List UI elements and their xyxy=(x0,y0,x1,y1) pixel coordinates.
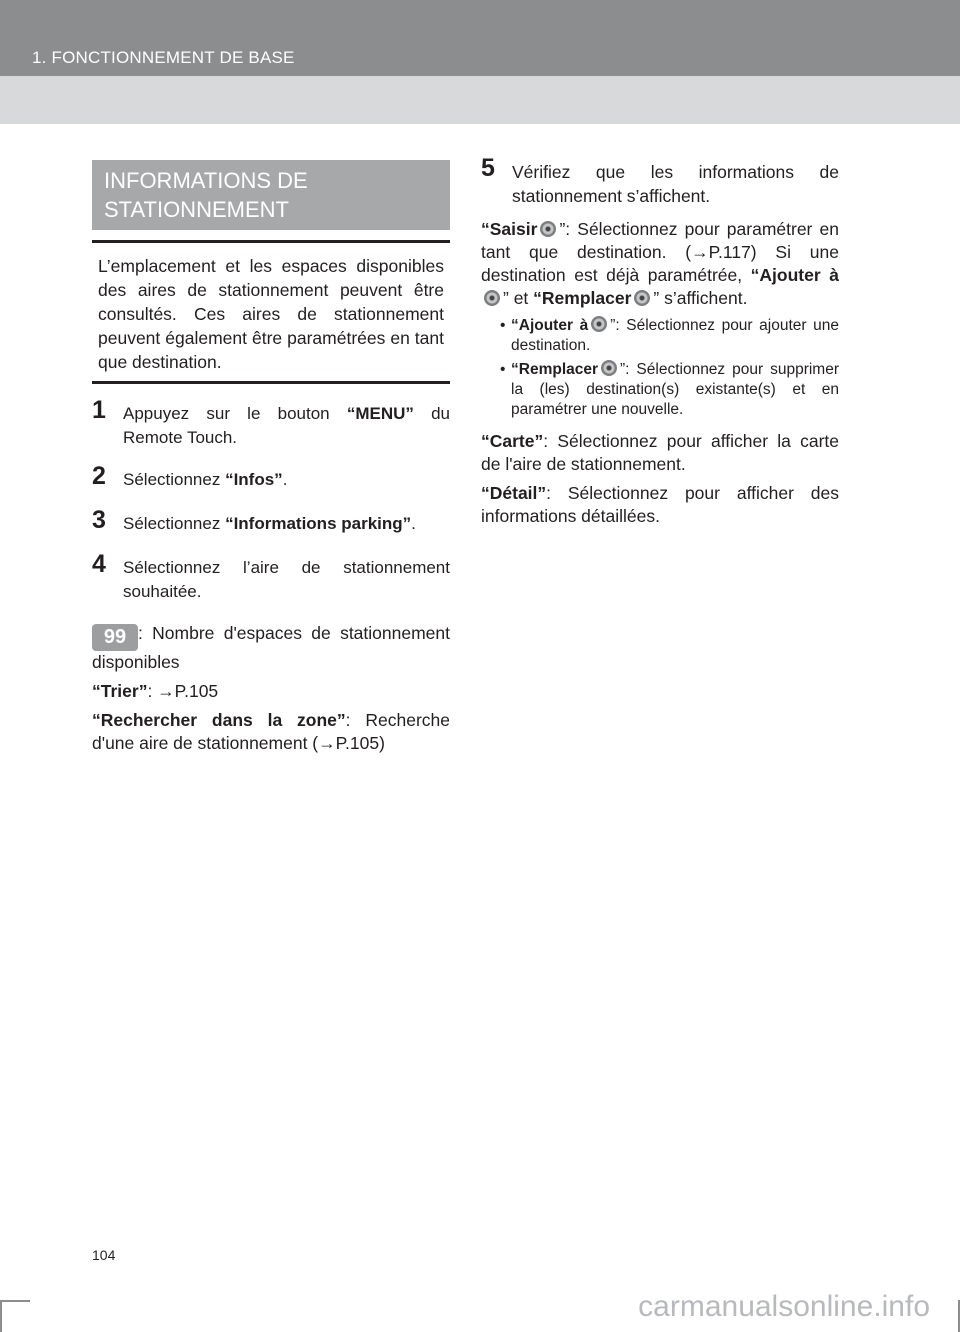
sub1-text: ”: Sélectionnez pour ajouter une destination. xyxy=(511,317,839,354)
destination-icon xyxy=(591,316,607,332)
step-number: 3 xyxy=(92,506,106,534)
detail-label: “Détail” xyxy=(481,483,547,503)
left-column xyxy=(92,160,450,755)
saisir-label: “Saisir xyxy=(481,219,538,239)
sub-item-remplacer xyxy=(481,360,839,420)
page-number: 104 xyxy=(92,1247,116,1263)
carte-label: “Carte” xyxy=(481,431,544,451)
right-column xyxy=(481,154,839,528)
watermark: carmanualsonline.info xyxy=(638,1290,930,1323)
intro-text: L’emplacement et les espaces disponibles des aires de stationnement peuvent être consultés. Ces aires de stationnement peuvent également être paramétrées en tant que destination. xyxy=(92,240,450,384)
affichent-text: ” s’affichent. xyxy=(653,288,748,308)
step-number: 5 xyxy=(481,154,495,182)
detail-text: : Sélectionnez pour afficher des informations détaillées. xyxy=(481,483,839,526)
step-number: 1 xyxy=(92,396,106,424)
step-bold: “Informations parking” xyxy=(225,514,412,533)
search-label: “Rechercher dans la zone” xyxy=(92,710,346,730)
step-4 xyxy=(92,550,450,604)
heading-line-1: INFORMATIONS DE xyxy=(104,168,308,193)
step-text: Sélectionnez xyxy=(123,470,226,489)
saisir-note xyxy=(481,218,839,310)
spaces-note xyxy=(92,622,450,674)
crop-mark xyxy=(0,1300,2,1332)
step-5 xyxy=(481,154,839,208)
step-1 xyxy=(92,396,450,450)
step-text: Appuyez sur le bouton xyxy=(123,404,347,423)
destination-icon xyxy=(634,290,650,306)
step-2 xyxy=(92,462,450,492)
destination-icon xyxy=(601,360,617,376)
carte-text: : Sélectionnez pour afficher la carte de l'aire de stationnement. xyxy=(481,431,839,474)
step-number: 4 xyxy=(92,550,106,578)
sub2-label: “Remplacer xyxy=(511,361,599,378)
trier-label: “Trier” xyxy=(92,681,148,701)
header-subband xyxy=(0,76,960,124)
step-3 xyxy=(92,506,450,536)
crop-mark xyxy=(0,1300,30,1302)
step-text-end: du Remote Touch. xyxy=(123,404,450,447)
remplacer-label: “Remplacer xyxy=(533,288,632,308)
sub-item-ajouter xyxy=(481,316,839,356)
step-number: 2 xyxy=(92,462,106,490)
carte-note xyxy=(481,430,839,476)
step-text: Vérifiez que les informations de stationnement s’affichent. xyxy=(512,162,839,206)
section-heading-box xyxy=(92,160,450,230)
bullet: • xyxy=(500,317,506,334)
destination-icon xyxy=(484,290,500,306)
heading-line-2: STATIONNEMENT xyxy=(104,197,289,222)
spaces-text: : Nombre d'espaces de stationnement disponibles xyxy=(92,623,450,672)
detail-note xyxy=(481,482,839,528)
step-text: Sélectionnez l’aire de stationnement souhaitée. xyxy=(123,558,450,601)
step-text: Sélectionnez xyxy=(123,514,226,533)
destination-icon xyxy=(540,221,556,237)
step-text-end: . xyxy=(411,514,416,533)
available-spaces-badge: 99 xyxy=(92,624,138,651)
section-title: 1. FONCTIONNEMENT DE BASE xyxy=(32,48,295,67)
trier-note xyxy=(92,680,450,703)
search-text: : Recherche d'une aire de stationnement (→P.105) xyxy=(92,710,450,753)
step-text-end: . xyxy=(282,470,288,489)
sub1-label: “Ajouter à xyxy=(511,317,589,334)
step-bold: “Infos” xyxy=(225,470,283,489)
ajouter-label: “Ajouter à xyxy=(750,265,839,285)
bullet: • xyxy=(500,361,506,378)
step-bold: “MENU” xyxy=(346,404,414,423)
et-text: ” et xyxy=(503,288,529,308)
sub2-text: ”: Sélectionnez pour supprimer la (les) destination(s) existante(s) et en paramétrer une nouvelle. xyxy=(511,361,839,418)
trier-text: : →P.105 xyxy=(147,681,219,701)
saisir-text: ”: Sélectionnez pour paramétrer en tant que destination. (→P.117) Si une destination est déjà paramétrée, xyxy=(481,219,839,285)
search-note xyxy=(92,709,450,755)
